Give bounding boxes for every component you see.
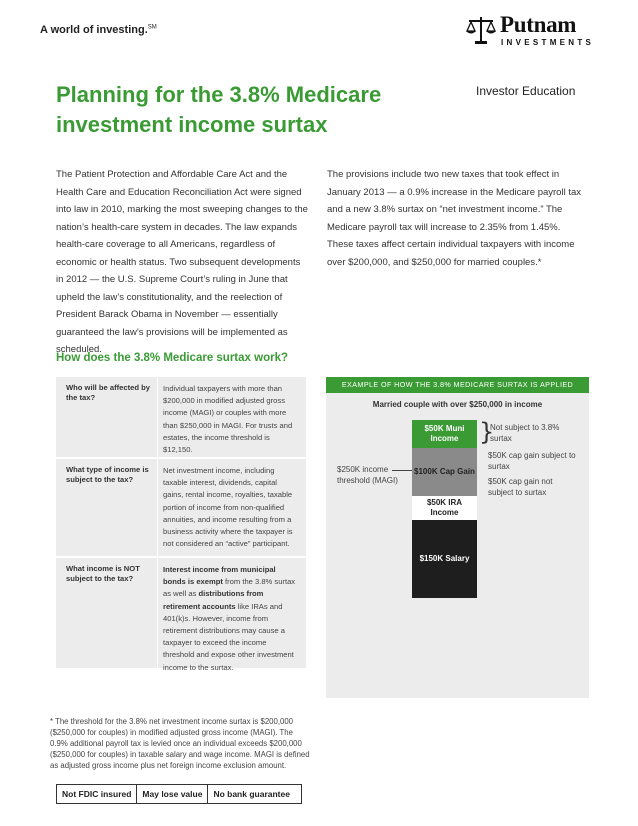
threshold-line (392, 470, 412, 471)
bar-ira-income: $50K IRA Income (412, 496, 477, 520)
divider (157, 377, 158, 457)
section-label: Investor Education (476, 84, 576, 98)
bar-muni-income: $50K Muni Income (412, 420, 477, 448)
disclaimer-item: No bank guarantee (207, 785, 295, 803)
disclaimer-item: May lose value (136, 785, 207, 803)
divider (157, 558, 158, 668)
qa-question: What income is NOT subject to the tax? (66, 564, 140, 583)
divider (157, 459, 158, 556)
qa-question: Who will be affected by the tax? (66, 383, 150, 402)
note-subject: $50K cap gain subject to surtax (488, 451, 576, 471)
qa-answer: Net investment income, including taxable interest, dividends, capital gains, rental income, royalties, taxable portion of income from non-qualified annuities, and income resulting from a business activity where the taxpayer is not considered an “active” participant. (163, 466, 293, 549)
note-not-subject-cap: $50K cap gain not subject to surtax (488, 477, 553, 497)
chart-header: EXAMPLE OF HOW THE 3.8% MEDICARE SURTAX IS APPLIED (326, 377, 589, 393)
logo-name: Putnam (500, 12, 577, 37)
bar-cap-gain: $100K Cap Gain (412, 448, 477, 496)
bar-salary: $150K Salary (412, 520, 477, 598)
intro-left: The Patient Protection and Affordable Care Act and the Health Care and Education Reconciliation Act were signed into law in 2010, marking the most sweeping changes to the nation’s health-care system in decades. The law expands health-care coverage to all Americans, regardless of economic or health status. Two subsequent developments in 2012 — the U.S. Supreme Court’s ruling in June that upheld the law’s constitutionality, and the reelection of President Barack Obama in November — essentially guaranteed the law’s provisions will be implemented as scheduled. (56, 169, 308, 355)
disclaimer-item: Not FDIC insured (62, 789, 132, 799)
scales-logo-icon (464, 14, 498, 46)
tagline: A world of investing.℠ (40, 24, 157, 36)
brace-icon: } (479, 418, 495, 446)
footnote: * The threshold for the 3.8% net investment income surtax is $200,000 ($250,000 for couples) in modified adjusted gross income (MAGI). The 0.9% additional payroll tax is levied once an individual exceeds $200,000 ($250,000 for couples) in taxable salary and wage income. MAGI is defined as adjusted gross income plus net foreign income exclusion amount. (50, 717, 310, 770)
qa-answer: Interest income from municipal bonds is exempt from the 3.8% surtax as well as distributions from retirement accounts like IRAs and 401(k)s. However, income from retirement distributions may cause a taxpayer to exceed the income threshold and expose other investment income to the surtax. (163, 565, 296, 672)
disclaimer-box (56, 784, 302, 804)
intro-right: The provisions include two new taxes that took effect in January 2013 — a 0.9% increase in the Medicare payroll tax and a new 3.8% surtax on “net investment income.” The Medicare payroll tax will increase to 2.35% from 1.45%. These taxes affect certain individual taxpayers with income over $200,000, and $250,000 for married couples.* (327, 169, 581, 268)
section-heading: How does the 3.8% Medicare surtax work? (56, 352, 288, 364)
logo-subtitle: INVESTMENTS (501, 38, 595, 47)
qa-row (56, 457, 306, 556)
chart-subtitle: Married couple with over $250,000 in income (372, 400, 543, 409)
qa-row (56, 375, 306, 457)
qa-row (56, 556, 306, 672)
note-not-subject: Not subject to 3.8% surtax (490, 423, 560, 443)
page-title: Planning for the 3.8% Medicare investment income surtax (56, 82, 382, 137)
threshold-label: $250K income threshold (MAGI) (337, 465, 398, 485)
qa-question: What type of income is subject to the tax? (66, 465, 149, 484)
qa-answer: Individual taxpayers with more than $200,000 in modified adjusted gross income (MAGI) or couples with more than $250,000 in MAGI. For trusts and estates, the income threshold is $12,150. (163, 384, 293, 455)
